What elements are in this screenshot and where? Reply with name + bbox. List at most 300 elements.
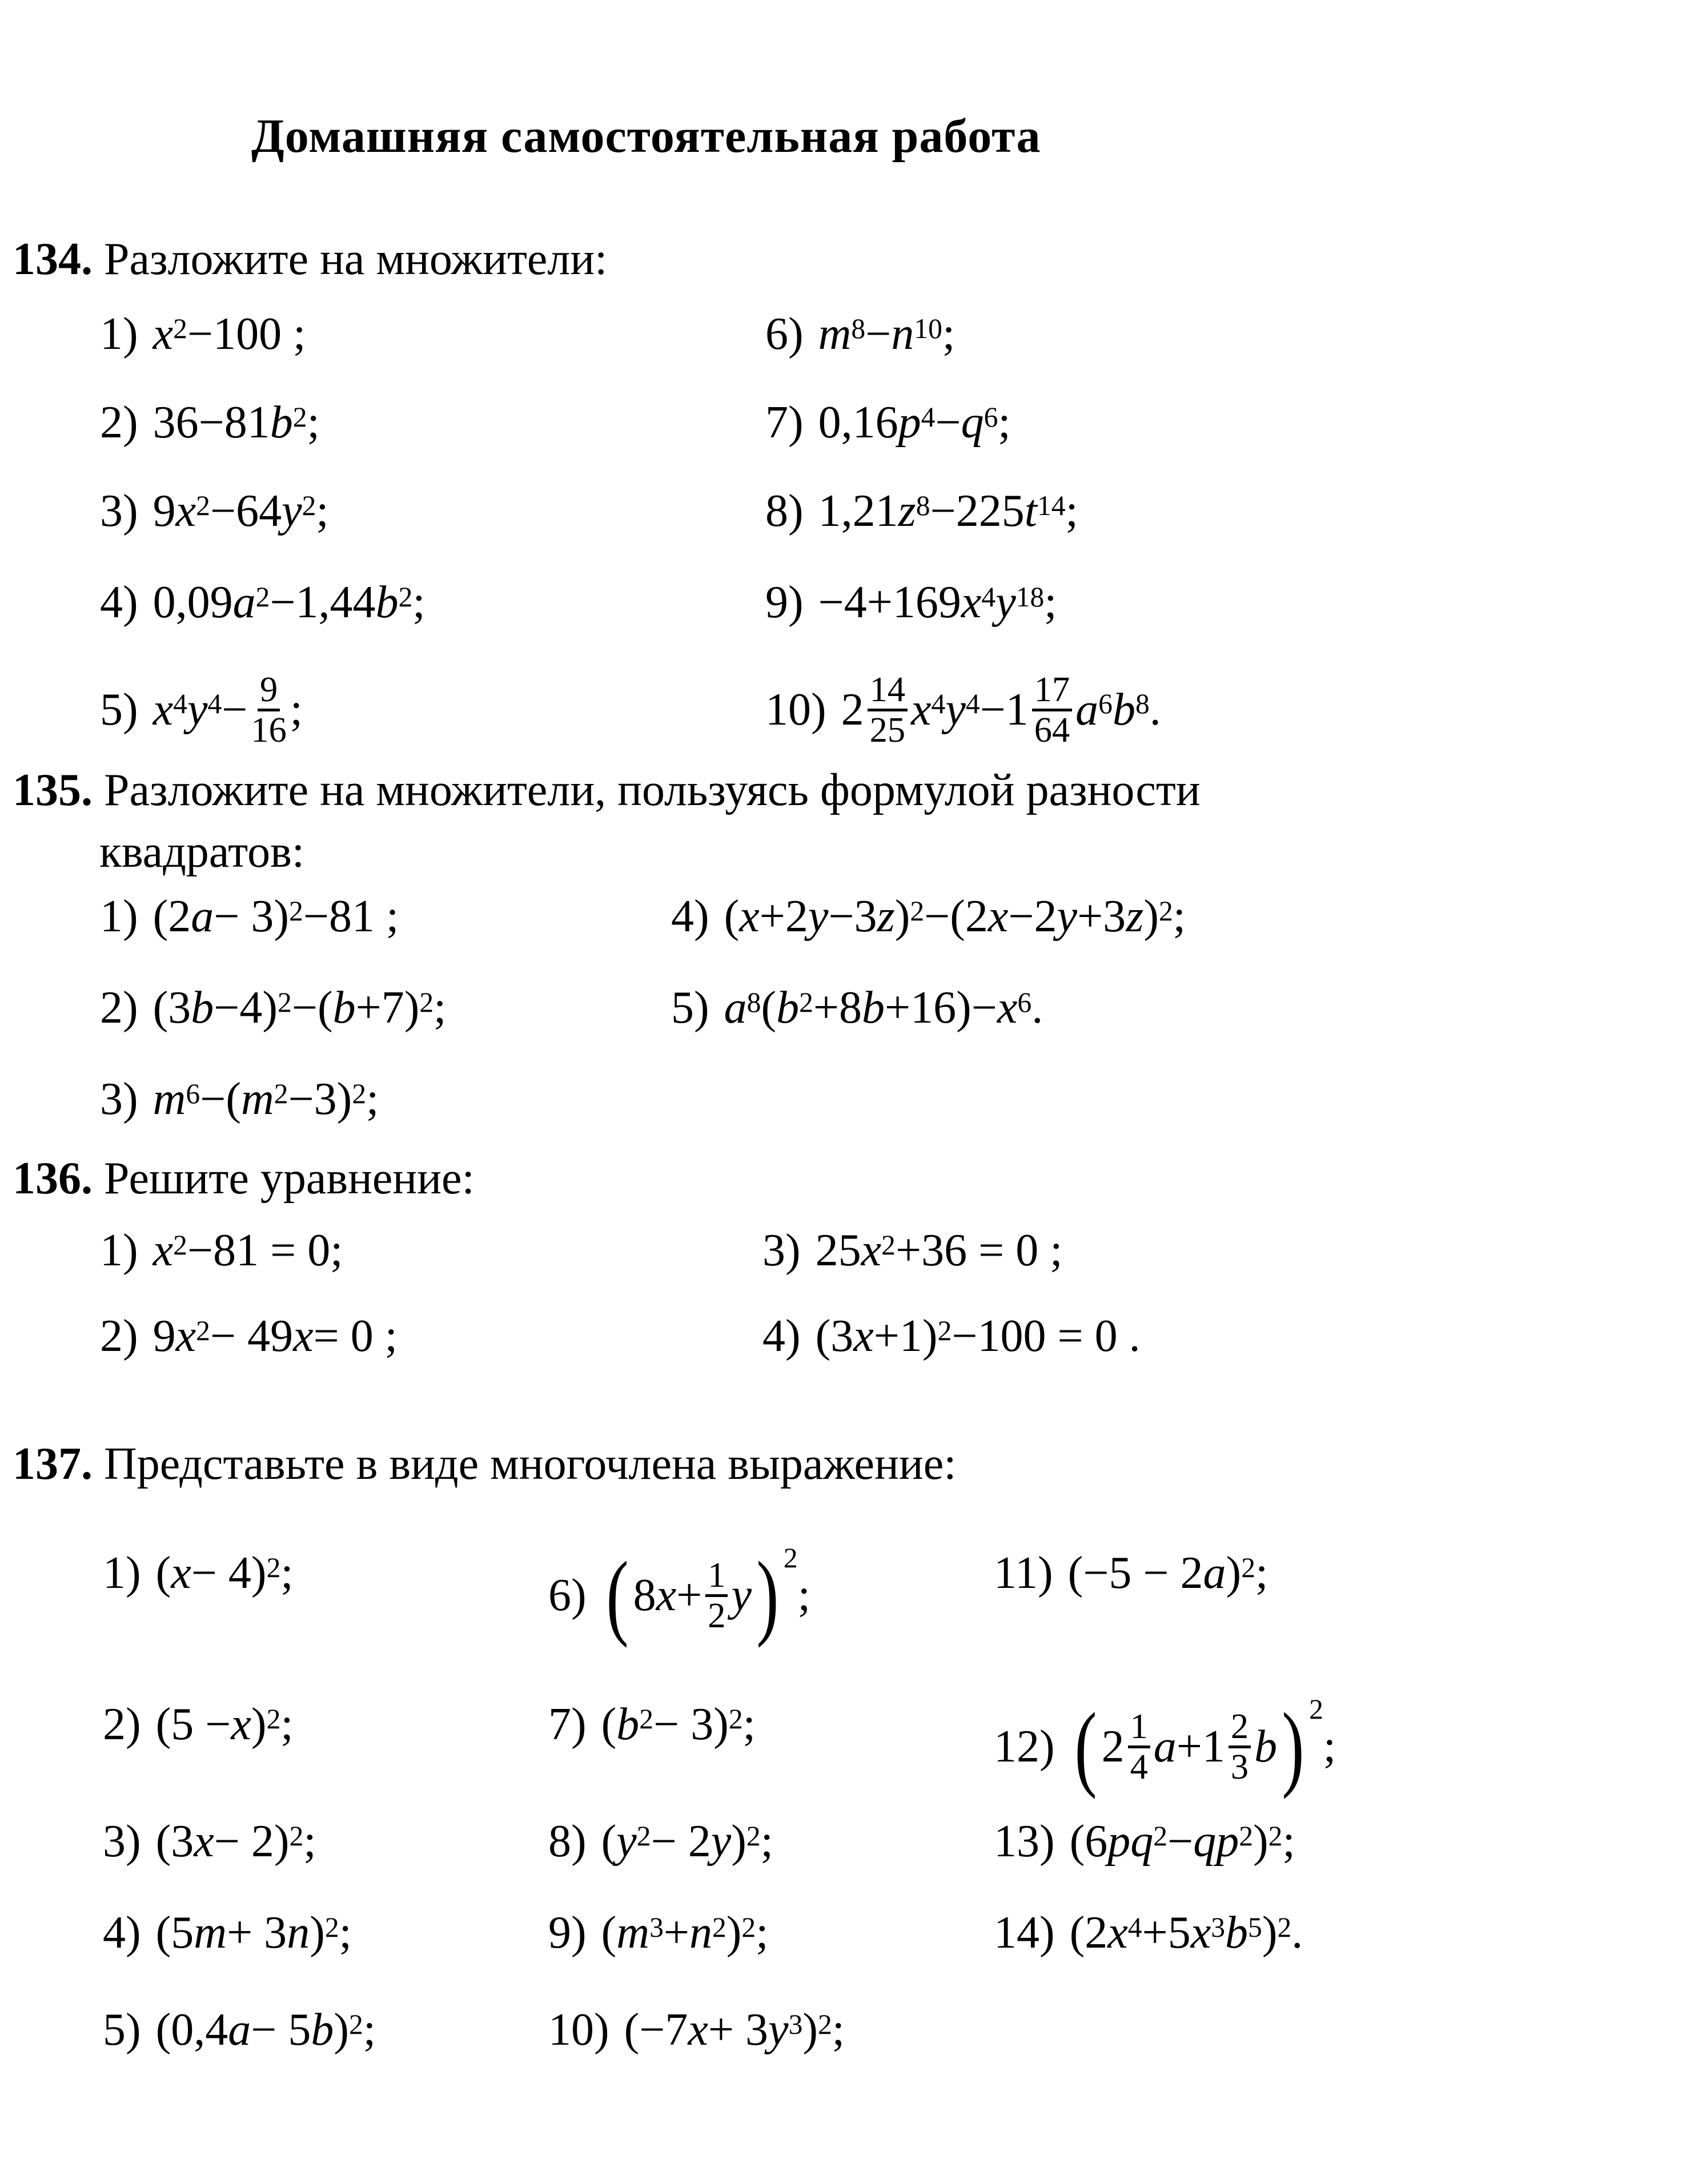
exercise-label: 7) (765, 397, 804, 448)
math-variable: x (293, 1311, 314, 1361)
math-text: − (865, 309, 892, 359)
math-text: 0,16 (818, 397, 898, 448)
math-text: (5 − (155, 1699, 231, 1749)
math-text: −100 = 0 . (952, 1311, 1141, 1361)
exercise-item (765, 485, 1078, 537)
exercise-label: 6) (548, 1570, 587, 1620)
math-text: ) (1262, 1908, 1278, 1958)
exercise-item (548, 1542, 810, 1648)
math-expression: (3 x +1) $^2$ −100 = 0 . (815, 1311, 1141, 1361)
math-expression: m $^8$ − n $^{10}$ ; (818, 309, 956, 359)
exercise-item (100, 577, 425, 629)
math-text: + (663, 1908, 689, 1958)
math-text: + 3 (227, 1908, 287, 1958)
exercise-item (100, 1310, 398, 1362)
math-text: ( (761, 983, 777, 1033)
math-text: − 2 (651, 1816, 711, 1867)
fraction-numerator: 2 (1229, 1708, 1251, 1748)
math-variable: q (961, 397, 984, 448)
math-text: 0,09 (152, 577, 233, 628)
math-text: ; (742, 1699, 756, 1749)
math-variable: a (232, 577, 256, 628)
exercise-label: 5) (671, 983, 709, 1033)
exercise-label: 1) (103, 1548, 141, 1598)
exercise-label: 13) (994, 1816, 1055, 1867)
math-variable: m (818, 309, 852, 359)
math-expression: 0,09 a $^2$ −1,44 b $^2$ ; (152, 577, 425, 628)
math-expression: (2 a − 3) $^2$ −81 ; (152, 891, 399, 942)
math-text: ( (601, 1816, 617, 1867)
exercise-item (671, 891, 1186, 943)
math-variable: a (1075, 684, 1099, 735)
math-variable: x (987, 891, 1009, 942)
exercise-label: 2) (103, 1699, 141, 1749)
math-fraction (1032, 671, 1072, 749)
math-text: ; (363, 2005, 376, 2055)
math-text: + (676, 1570, 703, 1620)
math-expression: 9 x $^2$ − 49 x = 0 ; (152, 1311, 398, 1361)
math-text: − (222, 684, 248, 735)
exercise-label: 7) (548, 1699, 587, 1749)
math-text: 2 (841, 684, 864, 735)
math-variable: b (1112, 684, 1135, 735)
math-expression: 36−81 b $^2$ ; (152, 397, 320, 448)
exercise-label: 4) (103, 1908, 141, 1958)
math-text: +1) (873, 1311, 938, 1361)
fraction-denominator: 16 (251, 710, 287, 750)
math-text: ) (1253, 1816, 1268, 1867)
math-variable: y (731, 1570, 752, 1620)
exercise-label: 6) (765, 309, 804, 359)
math-text: ; (942, 309, 956, 359)
exercise-label: 3) (103, 1816, 141, 1867)
exercise-label: 3) (100, 486, 138, 536)
math-text: −81 ; (303, 891, 399, 942)
math-text: ; (797, 1570, 810, 1620)
math-variable: y (1057, 891, 1078, 942)
exercise-item (994, 1907, 1303, 1959)
task-instruction: Разложите на множители, пользуясь формулой разности (93, 765, 1201, 815)
math-variable: x (1107, 1908, 1128, 1958)
math-fraction (868, 671, 908, 749)
task-instruction-continued: квадратов: (99, 827, 305, 877)
fraction-denominator: 4 (1130, 1747, 1148, 1787)
exercise-item (100, 1225, 343, 1277)
math-variable: y (616, 1816, 637, 1867)
math-text: (−7 (624, 2005, 688, 2055)
math-text: ; (366, 1074, 379, 1124)
math-variable: x (911, 684, 932, 735)
exercise-item (762, 1225, 1062, 1277)
math-expression: ( m $^3$ + n $^2$ ) $^2$ ; (601, 1908, 769, 1958)
exercise-label: 3) (100, 1074, 138, 1124)
math-expression: x $^2$ −100 ; (152, 309, 306, 359)
math-variable: z (898, 486, 916, 536)
math-text: ) (310, 1908, 325, 1958)
math-expression (1070, 1694, 1336, 1800)
exercise-item (548, 2004, 845, 2056)
math-text: ; (339, 1908, 352, 1958)
exercise-item (103, 1699, 294, 1751)
math-variable: b (1225, 1908, 1249, 1958)
math-text: (3 (815, 1311, 854, 1361)
math-variable: a (191, 891, 214, 942)
exercise-item (548, 1816, 773, 1868)
exercise-item (765, 397, 1011, 449)
exercise-label: 10) (765, 684, 826, 735)
exercise-item (103, 1816, 316, 1868)
math-text: −( (200, 1074, 241, 1124)
math-variable: y (768, 2005, 789, 2055)
math-text: ; (760, 1816, 773, 1867)
math-text: +2 (759, 891, 808, 942)
math-variable: x (175, 1311, 196, 1361)
math-variable: z (1126, 891, 1144, 942)
math-variable: b (776, 983, 800, 1033)
math-variable: x (171, 1548, 191, 1598)
fraction-numerator: 1 (705, 1556, 728, 1597)
math-variable: x (175, 486, 196, 536)
math-text: (3 (155, 1816, 194, 1867)
exercise-label: 14) (994, 1908, 1055, 1958)
fraction-denominator: 64 (1034, 710, 1070, 750)
math-variable: n (689, 1908, 712, 1958)
math-expression: (0,4 a − 5 b ) $^2$ ; (155, 2005, 376, 2055)
math-expression: (−7 x + 3 y $^3$ ) $^2$ ; (624, 2005, 845, 2055)
math-text: ; (1255, 1548, 1268, 1598)
math-expression: (5 m + 3 n ) $^2$ ; (155, 1908, 352, 1958)
math-text: −81 = 0; (187, 1225, 343, 1276)
math-variable: p (898, 397, 921, 448)
exercise-item (103, 1907, 352, 1959)
exercise-label: 9) (765, 577, 804, 628)
math-text: − (935, 397, 961, 448)
math-variable: a (1153, 1721, 1177, 1772)
math-text: − 3) (653, 1699, 729, 1749)
math-fraction (1229, 1708, 1251, 1785)
math-text: 2 (1101, 1721, 1125, 1772)
math-variable: x (194, 1816, 214, 1867)
task-heading (13, 1148, 475, 1209)
exercise-item (100, 485, 329, 537)
math-expression: ( b $^2$ − 3) $^2$ ; (601, 1699, 756, 1749)
exercise-label: 8) (548, 1816, 587, 1867)
exercise-label: 10) (548, 2005, 609, 2055)
math-text: ; (280, 1548, 294, 1598)
math-variable: x (997, 983, 1018, 1033)
math-expression: ( x +2 y −3 z ) $^2$ −(2 x −2 y +3 z ) $^2$ ; (724, 891, 1186, 942)
math-variable: b (1254, 1721, 1278, 1772)
math-variable: m (152, 1074, 186, 1124)
math-variable: y (710, 1816, 732, 1867)
math-text: 1,21 (818, 486, 898, 536)
math-variable: m (194, 1908, 227, 1958)
exercise-label: 1) (100, 1225, 138, 1276)
math-text: ; (1323, 1721, 1336, 1772)
math-text: ; (832, 2005, 845, 2055)
task-number: 134. (13, 234, 93, 284)
math-variable: b (191, 983, 214, 1033)
task-number: 135. (13, 765, 93, 815)
math-text: − (1167, 1816, 1194, 1867)
math-text: (5 (155, 1908, 194, 1958)
math-text: 9 (152, 486, 176, 536)
math-variable: b (270, 397, 293, 448)
task-heading (13, 759, 1201, 883)
math-variable: t (1024, 486, 1037, 536)
math-exponent: 2 (783, 1542, 798, 1574)
math-variable: b (375, 577, 399, 628)
math-text: ) (726, 1908, 742, 1958)
math-expression: (−5 − 2 a ) $^2$ ; (1067, 1548, 1268, 1598)
exercise-item (100, 308, 306, 360)
task-heading (13, 1433, 956, 1495)
exercise-item (100, 891, 399, 943)
math-text: + 3 (708, 2005, 769, 2055)
exercise-item (765, 671, 1161, 749)
fraction-numerator: 14 (868, 671, 908, 711)
exercise-label: 1) (100, 309, 138, 359)
math-fraction (251, 671, 286, 749)
exercise-label: 4) (762, 1311, 801, 1361)
math-text: +1 (1176, 1721, 1225, 1772)
math-text: ( (601, 1699, 617, 1749)
math-variable: a (1203, 1548, 1226, 1598)
math-big-paren: ( (1074, 1694, 1097, 1800)
math-expression: (2 x $^4$ +5 x $^3$ b $^5$ ) $^2$ . (1069, 1908, 1303, 1958)
math-variable: b (311, 2005, 334, 2055)
math-variable: b (862, 983, 885, 1033)
exercise-item (994, 1694, 1336, 1800)
math-text: ; (307, 397, 320, 448)
exercise-label: 4) (671, 891, 709, 942)
exercise-label: 4) (100, 577, 138, 628)
math-text: +36 = 0 ; (895, 1225, 1063, 1276)
fraction-denominator: 3 (1230, 1747, 1249, 1787)
exercise-item (994, 1547, 1268, 1599)
math-variable: n (891, 309, 914, 359)
math-text: (0,4 (155, 2005, 228, 2055)
math-variable: y (282, 486, 302, 536)
math-variable: x (739, 891, 760, 942)
exercise-label: 12) (994, 1721, 1055, 1772)
math-variable: x (1190, 1908, 1211, 1958)
math-text: −1,44 (270, 577, 376, 628)
math-text: −64 (210, 486, 282, 536)
math-text: ; (290, 684, 303, 735)
math-expression: 25 x $^2$ +36 = 0 ; (815, 1225, 1063, 1276)
exercise-item (765, 577, 1057, 629)
math-variable: n (287, 1908, 310, 1958)
exercise-item (100, 1073, 379, 1125)
exercise-item (762, 1310, 1141, 1362)
math-text: 25 (815, 1225, 861, 1276)
exercise-item (671, 982, 1043, 1034)
fraction-numerator: 9 (258, 671, 280, 711)
math-expression (601, 1542, 810, 1648)
math-variable: y (945, 684, 966, 735)
math-text: ) (731, 1816, 746, 1867)
math-expression: 1,21 z $^8$ −225 t $^{14}$ ; (818, 486, 1078, 536)
math-text: ( (724, 891, 740, 942)
fraction-denominator: 2 (708, 1595, 726, 1635)
exercise-item (103, 1547, 294, 1599)
page-title: Домашняя самостоятельная работа (251, 110, 1041, 163)
math-text: −4) (214, 983, 278, 1033)
math-text: −225 (930, 486, 1025, 536)
fraction-numerator: 1 (1128, 1708, 1150, 1748)
math-text: ) (894, 891, 910, 942)
task-heading (13, 228, 607, 290)
math-text: −2 (1008, 891, 1057, 942)
exercise-label: 2) (100, 983, 138, 1033)
task-number: 136. (13, 1153, 93, 1204)
math-expression: 0,16 p $^4$ − q $^6$ ; (818, 397, 1011, 448)
math-text: ; (412, 577, 425, 628)
math-expression: −4+169 x $^4$ y $^{18}$ ; (818, 577, 1057, 628)
math-text: −100 ; (187, 309, 306, 359)
exercise-item (994, 1816, 1295, 1868)
math-text: ) (802, 2005, 818, 2055)
math-text: . (1291, 1908, 1303, 1958)
math-variable: x (688, 2005, 708, 2055)
math-text: −3) (288, 1074, 352, 1124)
math-variable: b (332, 983, 356, 1033)
task-instruction: Решите уравнение: (93, 1153, 475, 1204)
math-big-paren: ( (606, 1542, 629, 1648)
exercise-label: 8) (765, 486, 804, 536)
math-expression: ( x − 4) $^2$ ; (155, 1548, 294, 1598)
math-text: +16)− (885, 983, 997, 1033)
math-text: − 5 (251, 2005, 311, 2055)
exercise-label: 2) (100, 397, 138, 448)
exercise-item (765, 308, 955, 360)
math-variable: b (616, 1699, 640, 1749)
math-text: . (1149, 684, 1161, 735)
math-text: ; (1282, 1816, 1295, 1867)
math-text: ; (433, 983, 447, 1033)
math-text: +8 (813, 983, 862, 1033)
math-text: (2 (152, 891, 191, 942)
math-big-paren: ) (756, 1542, 779, 1648)
math-text: ; (756, 1908, 769, 1958)
math-text: 36−81 (152, 397, 270, 448)
math-fraction (1128, 1708, 1150, 1785)
exercise-label: 5) (100, 684, 138, 735)
math-variable: y (808, 891, 829, 942)
math-fraction (705, 1556, 728, 1634)
math-text: 9 (152, 1311, 176, 1361)
exercise-item (548, 1699, 756, 1751)
math-text: ) (334, 2005, 350, 2055)
math-text: (3 (152, 983, 191, 1033)
exercise-label: 9) (548, 1908, 587, 1958)
exercise-item (100, 982, 446, 1034)
math-text: +7) (355, 983, 420, 1033)
math-variable: pq (1107, 1816, 1154, 1867)
math-text: 8 (633, 1570, 656, 1620)
math-text: −4+169 (818, 577, 961, 628)
math-text: ; (316, 486, 329, 536)
math-expression: (3 x − 2) $^2$ ; (155, 1816, 316, 1867)
math-variable: x (861, 1225, 882, 1276)
math-text: (6 (1069, 1816, 1108, 1867)
math-expression: x $^2$ −81 = 0; (152, 1225, 343, 1276)
math-text: − 49 (210, 1311, 294, 1361)
exercise-label: 3) (762, 1225, 801, 1276)
math-text: − 2) (214, 1816, 290, 1867)
math-expression: (3 b −4) $^2$ −( b +7) $^2$ ; (152, 983, 447, 1033)
math-text: ) (251, 1699, 267, 1749)
math-text: ) (1226, 1548, 1242, 1598)
math-text: −(2 (924, 891, 988, 942)
math-big-paren: ) (1282, 1694, 1304, 1800)
math-expression: x $^4$ y $^4$ − $\frac{9}{16}$ ; (152, 670, 303, 750)
math-expression: 9 x $^2$ −64 y $^2$ ; (152, 486, 329, 536)
math-expression: (6 pq $^2$ − qp $^2$ ) $^2$ ; (1069, 1816, 1295, 1867)
math-variable: z (877, 891, 895, 942)
math-variable: m (616, 1908, 650, 1958)
math-text: ; (280, 1699, 294, 1749)
math-exponent: 2 (1309, 1694, 1323, 1725)
exercise-item (100, 397, 320, 449)
math-expression: 2 $\frac{14}{25}$ x $^4$ y $^4$ −1 $\frac{17}{64}$ a $^6$ b $^8$ . (841, 670, 1161, 750)
math-text: −1 (980, 684, 1029, 735)
math-text: (−5 − 2 (1067, 1548, 1203, 1598)
exercise-item (548, 1907, 768, 1959)
math-variable: x (231, 1699, 251, 1749)
math-text: +5 (1142, 1908, 1191, 1958)
task-instruction: Разложите на множители: (93, 234, 608, 284)
math-expression: ( y $^2$ − 2 y ) $^2$ ; (601, 1816, 773, 1867)
math-variable: a (228, 2005, 251, 2055)
exercise-item (100, 671, 303, 749)
math-variable: x (152, 1225, 174, 1276)
math-variable: y (995, 577, 1016, 628)
exercise-item (103, 2004, 376, 2056)
math-text: −3 (828, 891, 877, 942)
fraction-denominator: 25 (869, 710, 906, 750)
exercise-label: 5) (103, 2005, 141, 2055)
math-variable: a (724, 983, 747, 1033)
math-variable: y (187, 684, 208, 735)
exercise-label: 11) (994, 1548, 1053, 1598)
math-text: ( (155, 1548, 171, 1598)
math-text: ; (303, 1816, 316, 1867)
exercise-label: 1) (100, 891, 138, 942)
math-text: ; (1173, 891, 1186, 942)
math-text: ; (998, 397, 1011, 448)
math-variable: x (656, 1570, 677, 1620)
math-text: − 3) (214, 891, 290, 942)
math-text: ; (1044, 577, 1057, 628)
math-expression: m $^6$ −( m $^2$ −3) $^2$ ; (152, 1074, 379, 1124)
math-text: ) (1143, 891, 1159, 942)
math-text: +3 (1077, 891, 1126, 942)
task-instruction: Представьте в виде многочлена выражение: (93, 1439, 957, 1489)
math-text: = 0 ; (313, 1311, 398, 1361)
math-text: −( (291, 983, 333, 1033)
math-variable: x (853, 1311, 874, 1361)
math-text: . (1031, 983, 1043, 1033)
math-expression: a $^8$ ( b $^2$ +8 b +16)− x $^6$ . (724, 983, 1043, 1033)
math-variable: x (152, 309, 174, 359)
math-variable: x (152, 684, 174, 735)
math-variable: qp (1193, 1816, 1239, 1867)
math-variable: x (961, 577, 982, 628)
task-number: 137. (13, 1439, 93, 1489)
math-text: ; (1065, 486, 1078, 536)
